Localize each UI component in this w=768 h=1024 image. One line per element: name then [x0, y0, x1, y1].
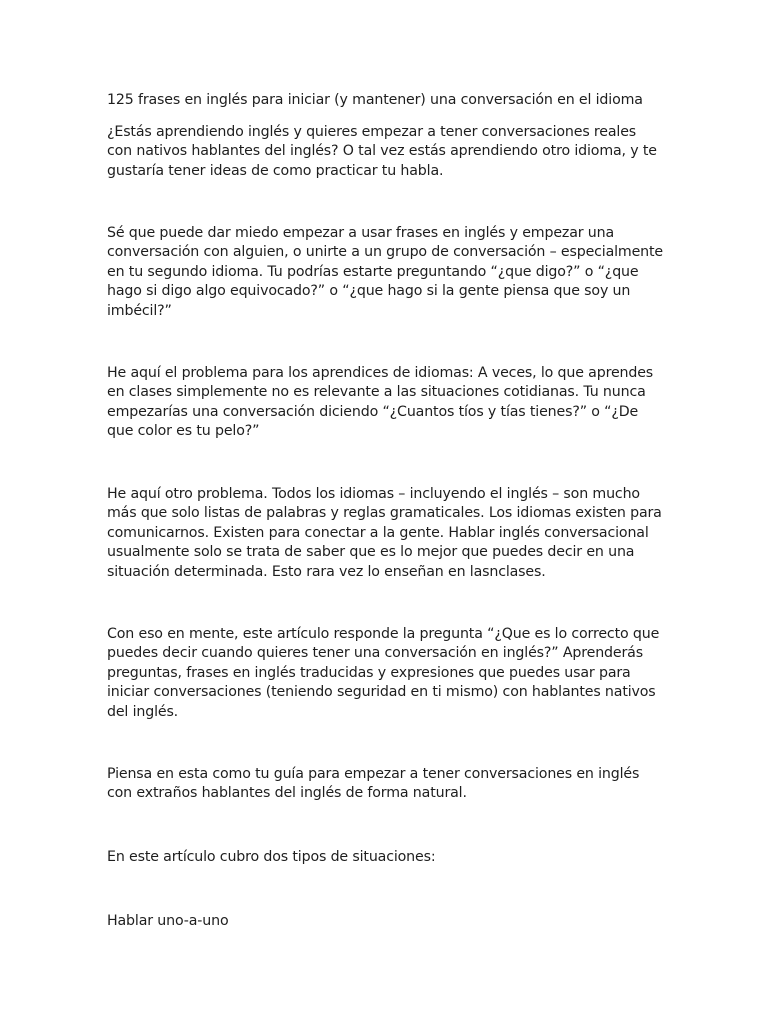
text-line: ¿Estás aprendiendo inglés y quieres empezar a tener conversaciones reales	[107, 124, 637, 140]
paragraph-intro	[107, 123, 667, 181]
text-line: con extraños hablantes del inglés de forma natural.	[107, 785, 467, 802]
paragraph-problem	[107, 364, 667, 442]
text-line: puedes decir cuando quieres tener una conversación en inglés?” Aprenderás	[107, 645, 643, 662]
paragraph-fear	[107, 224, 667, 321]
text-line: empezarías una conversación diciendo “¿Cuantos tíos y tías tienes?” o “¿De	[107, 403, 639, 420]
paragraph-situations	[107, 848, 667, 867]
title-line: 125 frases en inglés para iniciar (y mantener) una conversación en el idioma	[107, 92, 643, 108]
paragraph-guide	[107, 765, 667, 804]
text-line: He aquí otro problema. Todos los idiomas – incluyendo el inglés – son mucho	[107, 486, 640, 502]
text-line: imbécil?”	[107, 302, 172, 319]
text-line: conversación con alguien, o unirte a un grupo de conversación – especialmente	[107, 244, 664, 261]
text-line: iniciar conversaciones (teniendo seguridad en ti mismo) con hablantes nativos	[107, 684, 656, 701]
text-line: usualmente solo se trata de saber que es lo mejor que puedes decir en una	[107, 544, 635, 561]
text-line: Hablar uno-a-uno	[107, 913, 229, 929]
text-line: Con eso en mente, este artículo responde la pregunta “¿Que es lo correcto que	[107, 626, 660, 642]
text-line: preguntas, frases en inglés traducidas y expresiones que puedes usar para	[107, 664, 631, 681]
text-line: He aquí el problema para los aprendices de idiomas: A veces, lo que aprendes	[107, 365, 654, 381]
text-line: que color es tu pelo?”	[107, 423, 260, 440]
text-line: gustaría tener ideas de como practicar tu habla.	[107, 162, 444, 179]
text-line: Piensa en esta como tu guía para empezar a tener conversaciones en inglés	[107, 766, 640, 782]
paragraph-article-answer	[107, 625, 667, 722]
text-line: del inglés.	[107, 703, 179, 720]
paragraph-other-problem	[107, 485, 667, 582]
text-line: en tu segundo idioma. Tu podrías estarte preguntando “¿que digo?” o “¿que	[107, 263, 639, 280]
text-line: comunicarnos. Existen para conectar a la gente. Hablar inglés conversacional	[107, 524, 649, 541]
text-line: Sé que puede dar miedo empezar a usar frases en inglés y empezar una	[107, 225, 615, 241]
text-line: En este artículo cubro dos tipos de situaciones:	[107, 849, 436, 865]
text-line: con nativos hablantes del inglés? O tal vez estás aprendiendo otro idioma, y te	[107, 143, 657, 160]
section-heading-one-on-one	[107, 912, 667, 931]
document-title	[107, 91, 667, 110]
text-line: hago si digo algo equivocado?” o “¿que hago si la gente piensa que soy un	[107, 283, 631, 300]
text-line: más que solo listas de palabras y reglas gramaticales. Los idiomas existen para	[107, 505, 662, 522]
text-line: situación determinada. Esto rara vez lo enseñan en lasnclases.	[107, 563, 546, 580]
text-line: en clases simplemente no es relevante a las situaciones cotidianas. Tu nunca	[107, 384, 646, 401]
